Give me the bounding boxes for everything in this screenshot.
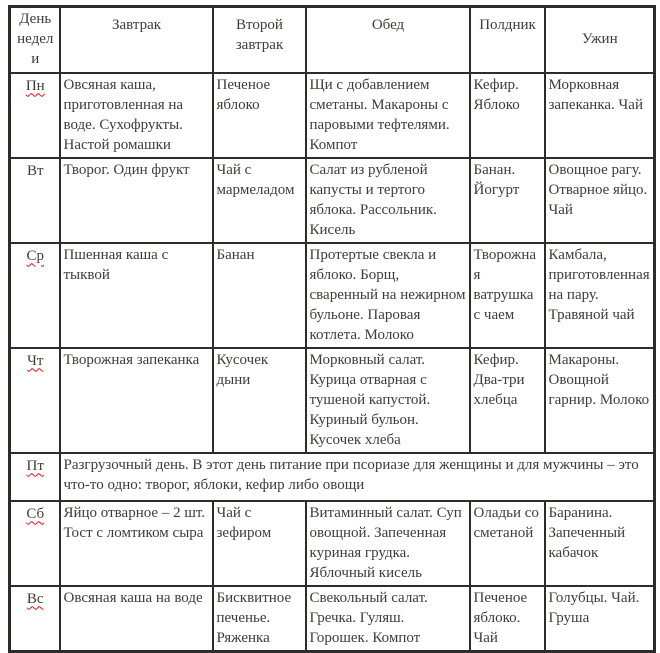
meal-cell: Камбала, приготовленная на пару. Травяной чай [545, 243, 655, 348]
header-row [10, 7, 655, 73]
column-header-dinner: Ужин [545, 7, 655, 73]
meal-cell: Овсяная каша на воде [60, 586, 213, 652]
meal-cell: Творог. Один фрукт [60, 158, 213, 243]
column-header-snack: Полдник [470, 7, 545, 73]
day-cell [10, 501, 60, 586]
meal-cell: Печеное яблоко [213, 73, 306, 158]
meal-cell: Морковный салат. Курица отварная с тушеной капустой. Куриный бульон. Кусочек хлеба [306, 348, 470, 453]
day-cell [10, 73, 60, 158]
meal-cell: Протертые свекла и яблоко. Борщ, сваренный на нежирном бульоне. Паровая котлета. Молоко [306, 243, 470, 348]
weekly-diet-table [8, 5, 656, 653]
day-cell [10, 348, 60, 453]
day-label: Вс [26, 590, 44, 607]
day-cell [10, 158, 60, 243]
column-header-breakfast: Завтрак [60, 7, 213, 73]
meal-cell: Оладьи со сметаной [470, 501, 545, 586]
meal-cell: Витаминный салат. Суп овощной. Запеченная куриная грудка. Яблочный кисель [306, 501, 470, 586]
meal-cell: Баранина. Запеченный кабачок [545, 501, 655, 586]
day-label: Чт [27, 352, 44, 369]
day-cell [10, 453, 60, 501]
table-row-saturday [10, 501, 655, 586]
table-row-friday [10, 453, 655, 501]
meal-cell: Кефир. Яблоко [470, 73, 545, 158]
day-label: Вт [26, 162, 44, 179]
meal-cell: Морковная запеканка. Чай [545, 73, 655, 158]
meal-cell: Щи с добавлением сметаны. Макароны с паровыми тефтелями. Компот [306, 73, 470, 158]
day-label: Сб [26, 505, 45, 522]
day-label: Ср [26, 247, 44, 264]
day-cell [10, 586, 60, 652]
column-header-lunch: Обед [306, 7, 470, 73]
column-header-second-breakfast: Второй завтрак [213, 7, 306, 73]
meal-cell: Макароны. Овощной гарнир. Молоко [545, 348, 655, 453]
column-header-day: День недели [10, 7, 60, 73]
table-row-thursday [10, 348, 655, 453]
table-row-wednesday [10, 243, 655, 348]
meal-cell: Печеное яблоко. Чай [470, 586, 545, 652]
meal-cell: Свекольный салат. Гречка. Гуляш. Горошек. Компот [306, 586, 470, 652]
meal-cell: Яйцо отварное – 2 шт. Тост с ломтиком сыра [60, 501, 213, 586]
meal-cell: Кефир. Два-три хлебца [470, 348, 545, 453]
table-row-monday [10, 73, 655, 158]
day-cell [10, 243, 60, 348]
meal-cell: Творожная запеканка [60, 348, 213, 453]
meal-cell: Овсяная каша, приготовленная на воде. Сухофрукты. Настой ромашки [60, 73, 213, 158]
table-row-tuesday [10, 158, 655, 243]
meal-cell: Творожная ватрушка с чаем [470, 243, 545, 348]
meal-cell: Чай с зефиром [213, 501, 306, 586]
fasting-day-cell: Разгрузочный день. В этот день питание при псориазе для женщины и для мужчины – это что-то одно: творог, яблоки, кефир либо овощи [60, 453, 655, 501]
table-row-sunday [10, 586, 655, 652]
meal-cell: Салат из рубленой капусты и тертого яблока. Рассольник. Кисель [306, 158, 470, 243]
meal-cell: Бисквитное печенье. Ряженка [213, 586, 306, 652]
meal-cell: Голубцы. Чай. Груша [545, 586, 655, 652]
meal-cell: Кусочек дыни [213, 348, 306, 453]
meal-cell: Овощное рагу. Отварное яйцо. Чай [545, 158, 655, 243]
meal-cell: Пшенная каша с тыквой [60, 243, 213, 348]
meal-cell: Чай с мармеладом [213, 158, 306, 243]
meal-cell: Банан. Йогурт [470, 158, 545, 243]
day-label: Пт [26, 457, 44, 474]
day-label: Пн [25, 77, 45, 94]
meal-cell: Банан [213, 243, 306, 348]
